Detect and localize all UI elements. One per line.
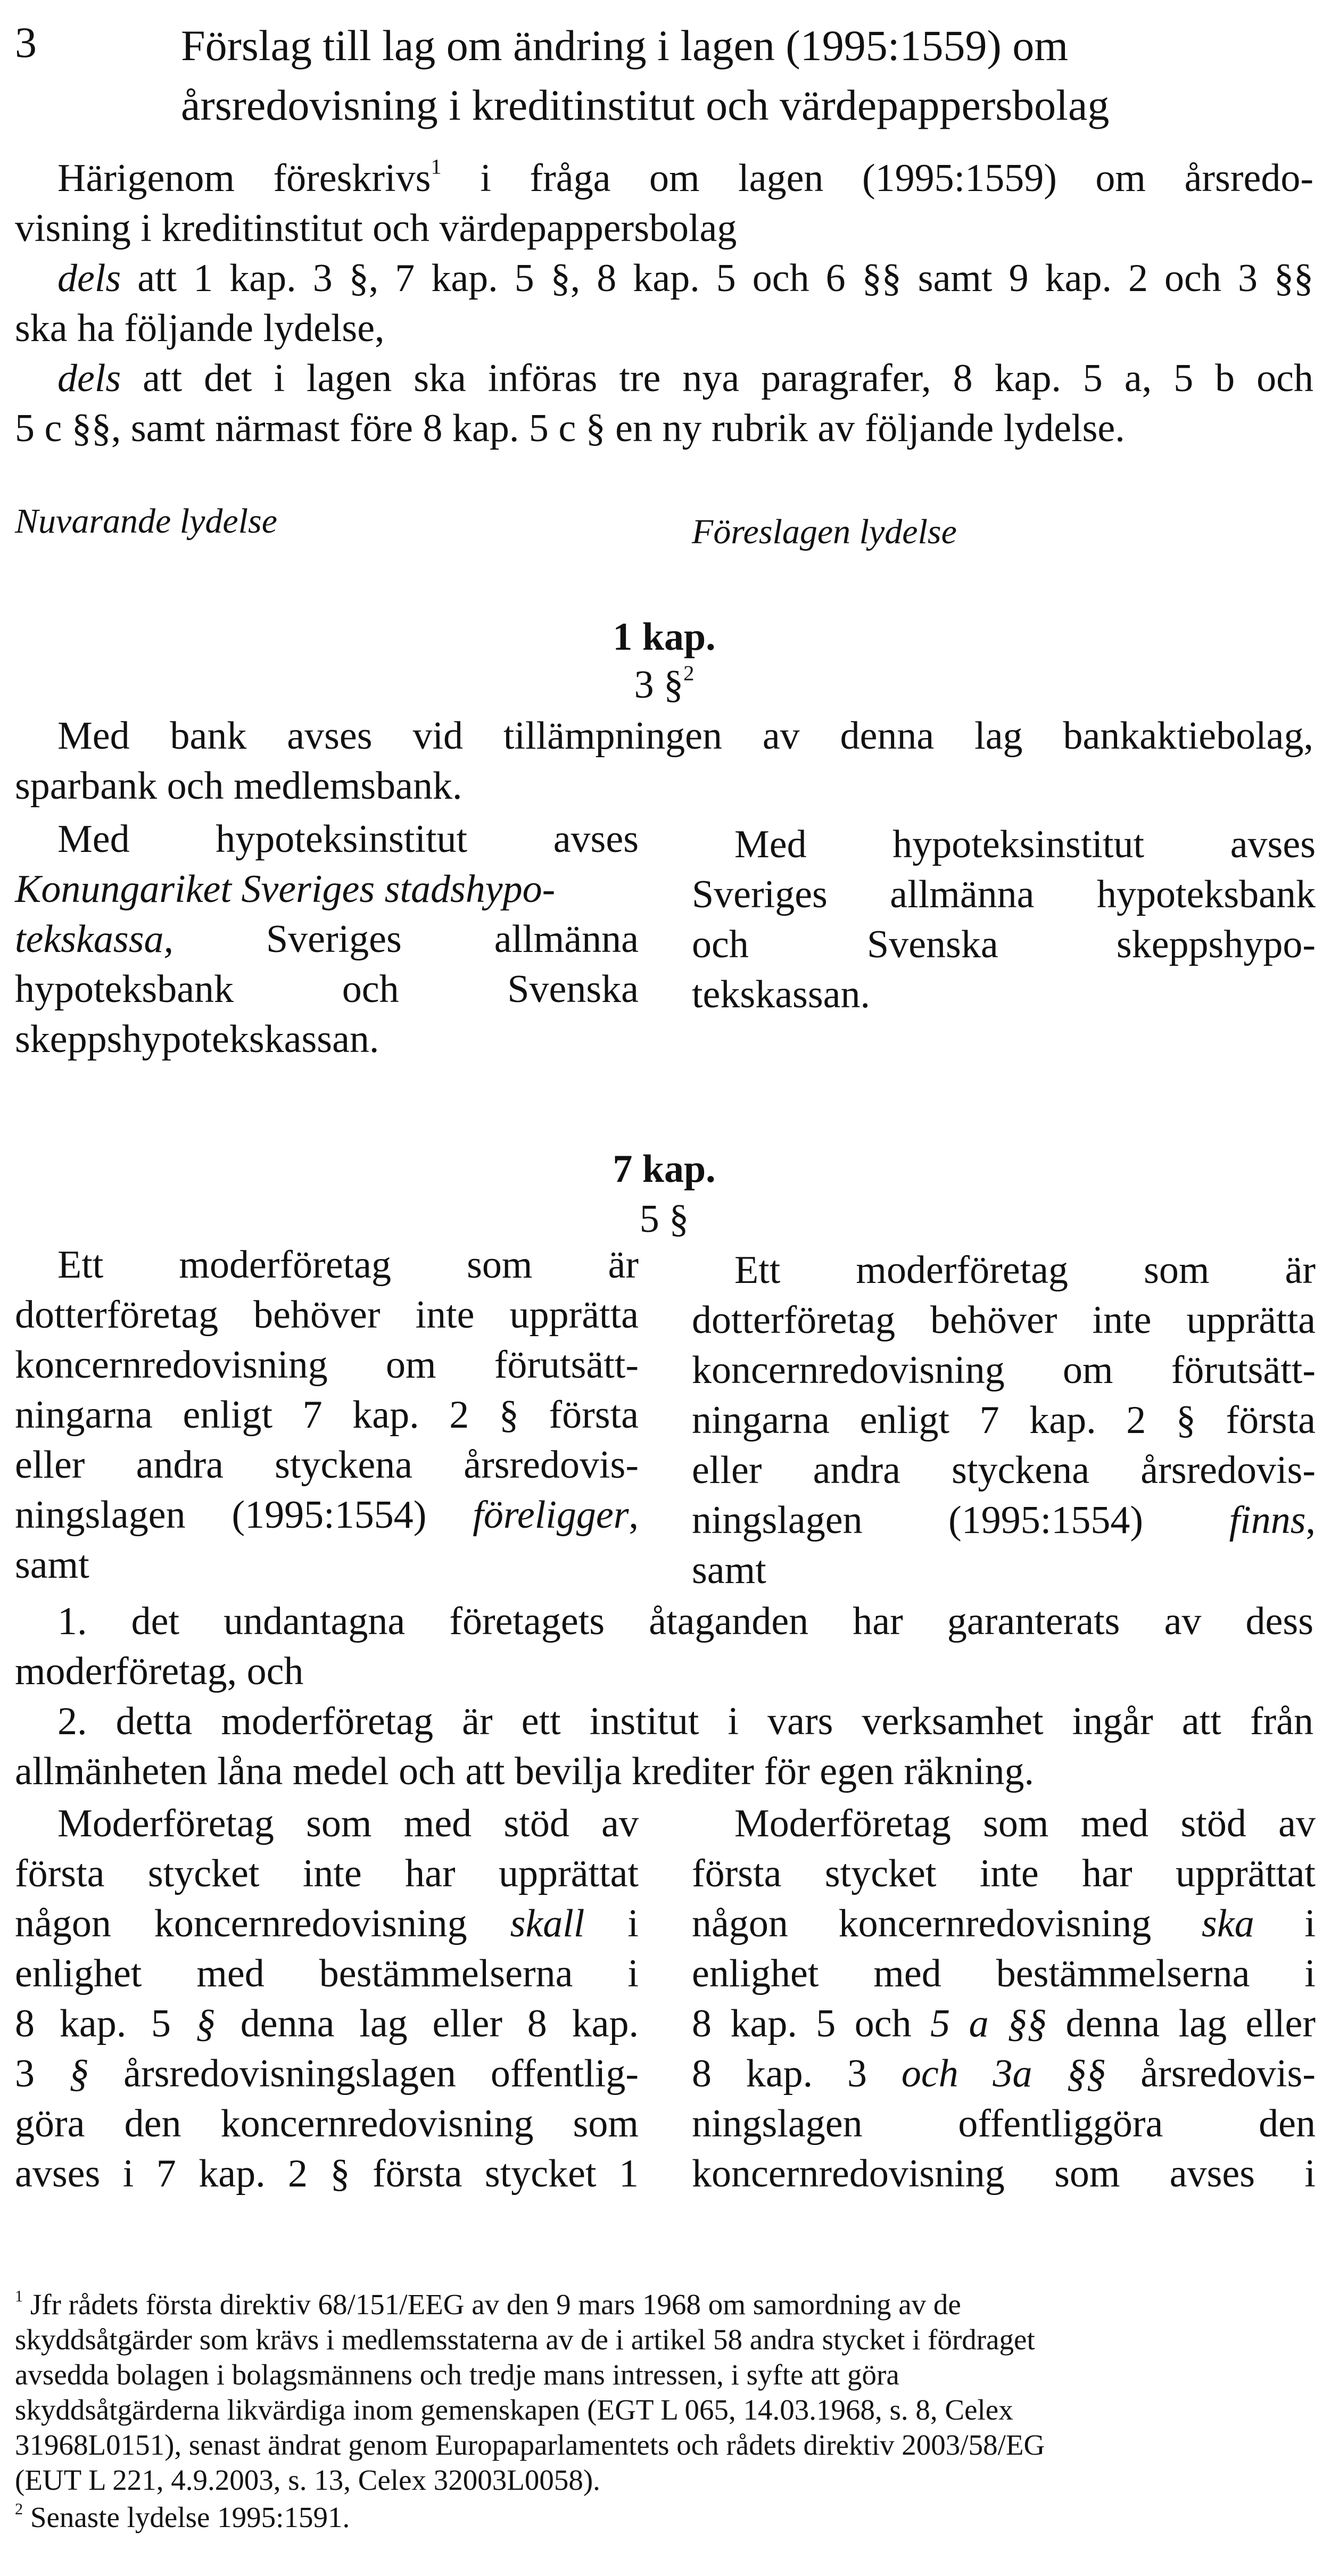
proposal-title: Förslag till lag om ändring i lagen (1995:1559) om årsredovisning i kreditinstitut och värdepappersbolag bbox=[181, 21, 1110, 129]
footnote-1-line-3: avsedda bolagen i bolagsmännens och tredje mans intressen, i syfte att göra bbox=[15, 2358, 899, 2391]
kap7-right-line1: Ett moderföretag som är bbox=[734, 1248, 1316, 1292]
chapter-7-heading: 7 kap. bbox=[613, 1147, 716, 1191]
kap7-left-line4: ningarna enligt 7 kap. 2 § första bbox=[15, 1393, 639, 1437]
kap7-right-p2-line8: koncernredovisning som avses i bbox=[692, 2152, 1316, 2196]
kap7-right-p2-line4: enlighet med bestämmelserna i bbox=[692, 1952, 1316, 1995]
kap7-left-p2-line2: första stycket inte har upprättat bbox=[15, 1852, 639, 1895]
kap7-left-line7: samt bbox=[15, 1543, 89, 1587]
kap1-left-line1: Med hypoteksinstitut avses bbox=[57, 817, 639, 861]
footnote-1-line-1: $^1$ Jfr rådets första direktiv 68/151/EEG av den 9 mars 1968 om samordning av de bbox=[15, 2287, 961, 2321]
kap7-right-line3: koncernredovisning om förutsätt- bbox=[692, 1348, 1316, 1392]
footnote-ref-1[interactable]: 1 bbox=[431, 154, 442, 179]
kap7-item2-line2: allmänheten låna medel och att bevilja krediter för egen räkning. bbox=[15, 1750, 1034, 1793]
kap7-left-line2: dotterföretag behöver inte upprätta bbox=[15, 1293, 639, 1337]
kap1-left-line5: skeppshypotekskassan. bbox=[15, 1017, 379, 1061]
kap7-right-p2-line6: 8 kap. 3 och 3a §§ årsredovis- bbox=[692, 2052, 1316, 2095]
footnote-1-line-4: skyddsåtgärderna likvärdiga inom gemenskapen (EGT L 065, 14.03.1968, s. 8, Celex bbox=[15, 2393, 1013, 2426]
kap7-left-p2-line7: göra den koncernredovisning som bbox=[15, 2102, 639, 2146]
kap7-right-p2-line1: Moderföretag som med stöd av bbox=[734, 1802, 1316, 1845]
kap7-right-line5: eller andra styckena årsredovis- bbox=[692, 1448, 1316, 1492]
dels-2-line-1: dels att det i lagen ska införas tre nya paragrafer, 8 kap. 5 a, 5 b och bbox=[57, 357, 1313, 400]
kap1-left-line2: Konungariket Sveriges stadshypo- bbox=[15, 867, 556, 911]
kap1-right-line1: Med hypoteksinstitut avses bbox=[734, 823, 1316, 866]
intro-line-1: Härigenom föreskrivs$^1$ i fråga om lagen (1995:1559) om årsredo- bbox=[57, 154, 1313, 200]
dels-1-line-1: dels att 1 kap. 3 §, 7 kap. 5 §, 8 kap. 5 och 6 §§ samt 9 kap. 2 och 3 §§ bbox=[57, 256, 1313, 300]
section-7-5-heading: 5 § bbox=[639, 1197, 689, 1241]
kap1-right-line3: och Svenska skeppshypo- bbox=[692, 923, 1316, 966]
kap1-right-line4: tekskassan. bbox=[692, 973, 870, 1016]
chapter-1-heading: 1 kap. bbox=[613, 615, 716, 659]
kap1-left-line3: tekskassa, Sveriges allmänna bbox=[15, 917, 639, 961]
kap7-item1-line2: moderföretag, och bbox=[15, 1650, 304, 1693]
kap1-para1-line2: sparbank och medlemsbank. bbox=[15, 764, 462, 808]
proposal-number: 3 bbox=[15, 18, 37, 67]
kap7-left-p2-line3: någon koncernredovisning skall i bbox=[15, 1902, 639, 1945]
footnote-2: $^2$ Senaste lydelse 1995:1591. bbox=[15, 2499, 350, 2533]
dels-2-line-2: 5 c §§, samt närmast före 8 kap. 5 c § en ny rubrik av följande lydelse. bbox=[15, 407, 1125, 450]
kap7-left-line3: koncernredovisning om förutsätt- bbox=[15, 1343, 639, 1387]
kap7-item1-line1: 1. det undantagna företagets åtaganden har garanterats av dess bbox=[57, 1600, 1313, 1643]
footnote-1-line-2: skyddsåtgärder som krävs i medlemsstaterna av de i artikel 58 andra stycket i fördraget bbox=[15, 2323, 1035, 2356]
kap7-left-p2-line6: 3 § årsredovisningslagen offentlig- bbox=[15, 2052, 639, 2095]
kap7-left-line5: eller andra styckena årsredovis- bbox=[15, 1443, 639, 1487]
intro-line-2: visning i kreditinstitut och värdepappersbolag bbox=[15, 206, 737, 250]
kap7-right-line7: samt bbox=[692, 1548, 766, 1592]
kap7-left-p2-line4: enlighet med bestämmelserna i bbox=[15, 1952, 639, 1995]
kap7-item2-line1: 2. detta moderföretag är ett institut i vars verksamhet ingår att från bbox=[57, 1700, 1313, 1743]
kap1-left-line4: hypoteksbank och Svenska bbox=[15, 967, 639, 1011]
kap7-right-line4: ningarna enligt 7 kap. 2 § första bbox=[692, 1398, 1316, 1442]
kap7-right-p2-line5: 8 kap. 5 och 5 a §§ denna lag eller bbox=[692, 2002, 1316, 2045]
kap7-left-line1: Ett moderföretag som är bbox=[57, 1243, 639, 1287]
footnote-ref-2[interactable]: 2 bbox=[683, 661, 695, 685]
footnote-1-line-5: 31968L0151), senast ändrat genom Europaparlamentets och rådets direktiv 2003/58/EG bbox=[15, 2429, 1045, 2461]
footnote-1-line-6: (EUT L 221, 4.9.2003, s. 13, Celex 32003L0058). bbox=[15, 2464, 600, 2496]
kap1-right-line2: Sveriges allmänna hypoteksbank bbox=[692, 873, 1316, 916]
column-header-current: Nuvarande lydelse bbox=[15, 502, 278, 541]
kap7-right-p2-line3: någon koncernredovisning ska i bbox=[692, 1902, 1316, 1945]
column-header-proposed: Föreslagen lydelse bbox=[692, 512, 957, 551]
kap7-right-line6: ningslagen (1995:1554) finns, bbox=[692, 1498, 1316, 1542]
kap7-left-p2-line8: avses i 7 kap. 2 § första stycket 1 bbox=[15, 2152, 639, 2196]
kap7-right-p2-line7: ningslagen offentliggöra den bbox=[692, 2102, 1316, 2146]
kap7-right-line2: dotterföretag behöver inte upprätta bbox=[692, 1298, 1316, 1342]
kap7-left-p2-line5: 8 kap. 5 § denna lag eller 8 kap. bbox=[15, 2002, 639, 2045]
kap7-right-p2-line2: första stycket inte har upprättat bbox=[692, 1852, 1316, 1895]
section-1-3-heading: 3 §$^2$ bbox=[634, 661, 695, 707]
kap7-left-line6: ningslagen (1995:1554) föreligger, bbox=[15, 1493, 639, 1537]
kap1-para1-line1: Med bank avses vid tillämpningen av denna lag bankaktiebolag, bbox=[57, 714, 1313, 758]
kap7-left-p2-line1: Moderföretag som med stöd av bbox=[57, 1802, 639, 1845]
dels-1-line-2: ska ha följande lydelse, bbox=[15, 307, 385, 350]
